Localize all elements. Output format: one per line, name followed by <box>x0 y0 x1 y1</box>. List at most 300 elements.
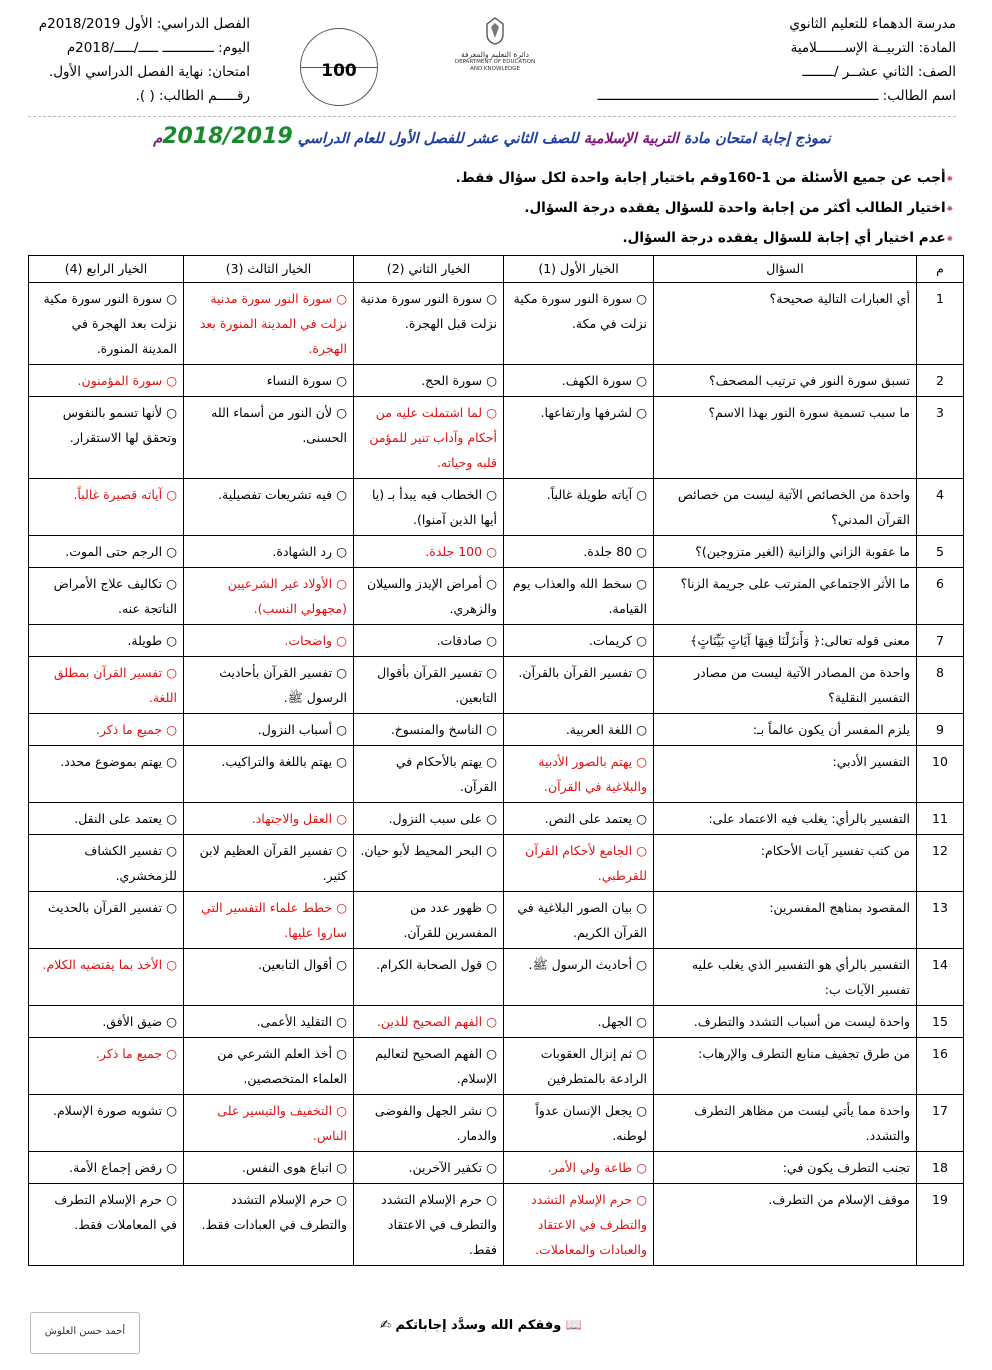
radio-circle-icon: ○ <box>486 1160 497 1175</box>
correct-answer-cell <box>354 1006 504 1038</box>
option-text: اللغة العربية. <box>565 722 633 737</box>
option-text: يهتم باللغة والتراكيب. <box>221 754 333 769</box>
radio-circle-icon: ○ <box>166 754 177 769</box>
option-cell <box>354 283 504 365</box>
option-cell <box>184 657 354 714</box>
option-cell <box>184 1006 354 1038</box>
table-row <box>29 625 964 657</box>
school-name: مدرسة الدهماء للتعليم الثانوي <box>789 16 956 32</box>
option-cell <box>504 283 654 365</box>
option-cell <box>504 892 654 949</box>
header-right-block <box>597 12 956 108</box>
radio-circle-icon: ○ <box>336 633 347 648</box>
option-text: يهتم بالأحكام في القرآن. <box>395 754 497 794</box>
correct-answer-cell <box>29 949 184 1006</box>
radio-circle-icon: ○ <box>486 1014 497 1029</box>
table-row <box>29 365 964 397</box>
option-text: خطط علماء التفسير التي ساروا عليها. <box>201 900 347 940</box>
option-cell <box>354 1095 504 1152</box>
radio-circle-icon: ○ <box>486 754 497 769</box>
radio-circle-icon: ○ <box>166 1103 177 1118</box>
option-text: أمراض الإيدز والسيلان والزهري. <box>366 576 497 616</box>
logo-arabic-text: دائرة التعليم والمعرفة <box>460 50 530 59</box>
option-cell <box>184 714 354 746</box>
table-row <box>29 657 964 714</box>
option-text: طاعة ولي الأمر. <box>547 1160 633 1175</box>
option-text: ظهور عدد من المفسرين للقرآن. <box>403 900 497 940</box>
table-row <box>29 949 964 1006</box>
radio-circle-icon: ○ <box>166 1046 177 1061</box>
question-number: 10 <box>917 746 964 803</box>
radio-circle-icon: ○ <box>336 1014 347 1029</box>
option-cell <box>504 568 654 625</box>
option-cell <box>184 949 354 1006</box>
option-cell <box>354 803 504 835</box>
option-text: يجعل الإنسان عدواً لوطنه. <box>535 1103 647 1143</box>
correct-answer-cell <box>184 892 354 949</box>
option-text: الفهم الصحيح للدين. <box>376 1014 483 1029</box>
option-cell <box>29 1184 184 1266</box>
option-cell <box>354 365 504 397</box>
radio-circle-icon: ○ <box>636 1014 647 1029</box>
title-subject: التربية الإسلامية <box>583 131 679 147</box>
radio-circle-icon: ○ <box>486 487 497 502</box>
option-cell <box>354 746 504 803</box>
question-text: ما سبب تسمية سورة النور بهذا الاسم؟ <box>654 397 917 479</box>
radio-circle-icon: ○ <box>636 576 647 591</box>
logo-english-line-2: AND KNOWLEDGE <box>470 66 520 72</box>
option-text: أقوال التابعين. <box>258 957 333 972</box>
radio-circle-icon: ○ <box>636 1103 647 1118</box>
question-text: المقصود بمناهج المفسرين: <box>654 892 917 949</box>
radio-circle-icon: ○ <box>486 1046 497 1061</box>
option-text: سورة النور سورة مكية نزلت بعد الهجرة في المدينة المنورة. <box>43 291 177 356</box>
correct-answer-cell <box>184 625 354 657</box>
option-text: حرم الإسلام التطرف في المعاملات فقط. <box>54 1192 177 1232</box>
option-text: حرم الإسلام التشدد والتطرف في العبادات فقط. <box>201 1192 347 1232</box>
option-text: رفض إجماع الأمة. <box>69 1160 163 1175</box>
radio-circle-icon: ○ <box>336 957 347 972</box>
radio-circle-icon: ○ <box>336 1192 347 1207</box>
instruction-text: عدم اختيار أي إجابة للسؤال يفقده درجة السؤال. <box>622 230 946 246</box>
question-text: من طرق تجفيف منابع التطرف والإرهاب: <box>654 1038 917 1095</box>
option-cell <box>354 892 504 949</box>
radio-circle-icon: ○ <box>336 1160 347 1175</box>
question-number: 19 <box>917 1184 964 1266</box>
question-number: 15 <box>917 1006 964 1038</box>
question-text: من كتب تفسير آيات الأحكام: <box>654 835 917 892</box>
table-row <box>29 746 964 803</box>
table-row <box>29 1152 964 1184</box>
option-text: أخذ العلم الشرعي من العلماء المتخصصين. <box>217 1046 347 1086</box>
table-row <box>29 892 964 949</box>
header-option-2: الخيار الثاني (2) <box>354 256 504 283</box>
question-text: واحدة من الخصائص الآتية ليست من خصائص القرآن المدني؟ <box>654 479 917 536</box>
option-text: الناسخ والمنسوخ. <box>390 722 483 737</box>
option-text: الرجم حتى الموت. <box>65 544 163 559</box>
correct-answer-cell <box>504 1152 654 1184</box>
radio-circle-icon: ○ <box>636 900 647 915</box>
option-text: تفسير القرآن بمطلق اللغة. <box>53 665 177 705</box>
radio-circle-icon: ○ <box>166 843 177 858</box>
question-text: ما الأثر الاجتماعي المترتب على جريمة الزنا؟ <box>654 568 917 625</box>
radio-circle-icon: ○ <box>166 722 177 737</box>
option-cell <box>29 536 184 568</box>
option-cell <box>504 479 654 536</box>
header-option-4: الخيار الرابع (4) <box>29 256 184 283</box>
bullet-icon: ⁕ <box>945 234 954 245</box>
option-text: يعتمد على النقل. <box>74 811 163 826</box>
question-number: 7 <box>917 625 964 657</box>
table-row <box>29 714 964 746</box>
radio-circle-icon: ○ <box>486 544 497 559</box>
option-text: حرم الإسلام التشدد والتطرف في الاعتقاد والعبادات والمعاملات. <box>531 1192 647 1257</box>
table-row <box>29 1184 964 1266</box>
radio-circle-icon: ○ <box>636 291 647 306</box>
radio-circle-icon: ○ <box>336 754 347 769</box>
radio-circle-icon: ○ <box>486 900 497 915</box>
option-cell <box>504 1006 654 1038</box>
option-cell <box>29 397 184 479</box>
option-text: لأن النور من أسماء الله الحسنى. <box>211 405 347 445</box>
question-number: 16 <box>917 1038 964 1095</box>
instruction-text: اختيار الطالب أكثر من إجابة واحدة للسؤال يفقده درجة السؤال. <box>524 200 946 216</box>
question-text: واحدة مما يأتي ليست من مظاهر التطرف والتشدد. <box>654 1095 917 1152</box>
radio-circle-icon: ○ <box>486 811 497 826</box>
option-cell <box>504 365 654 397</box>
radio-circle-icon: ○ <box>636 1192 647 1207</box>
radio-circle-icon: ○ <box>166 291 177 306</box>
option-text: لأنها تسمو بالنفوس وتحقق لها الاستقرار. <box>62 405 177 445</box>
option-cell <box>354 479 504 536</box>
correct-answer-cell <box>184 568 354 625</box>
question-number: 11 <box>917 803 964 835</box>
correct-answer-cell <box>354 397 504 479</box>
table-row <box>29 283 964 365</box>
option-text: قول الصحابة الكرام. <box>376 957 483 972</box>
option-cell <box>354 1152 504 1184</box>
option-cell <box>29 835 184 892</box>
option-text: يعتمد على النص. <box>544 811 633 826</box>
option-text: ضيق الأفق. <box>102 1014 163 1029</box>
radio-circle-icon: ○ <box>336 487 347 502</box>
bullet-icon: ⁕ <box>945 174 954 185</box>
option-text: الجامع لأحكام القرآن للقرطبي. <box>525 843 647 883</box>
option-text: فيه تشريعات تفصيلية. <box>218 487 333 502</box>
option-cell <box>184 365 354 397</box>
option-cell <box>29 1006 184 1038</box>
option-cell <box>354 835 504 892</box>
option-text: يهتم بموضوع محدد. <box>60 754 163 769</box>
student-name-field: اسم الطالب: ـــــــــــــــــــــــــــــــــــــــــــــــــــــــــــــــــــــــ <box>597 88 956 104</box>
title-suffix: م <box>153 131 163 147</box>
option-cell <box>504 397 654 479</box>
total-score: 100 <box>321 61 357 81</box>
option-cell <box>504 1095 654 1152</box>
option-cell <box>354 625 504 657</box>
option-text: التقليد الأعمى. <box>256 1014 333 1029</box>
option-cell <box>29 283 184 365</box>
radio-circle-icon: ○ <box>336 811 347 826</box>
radio-circle-icon: ○ <box>486 1103 497 1118</box>
day-label: اليوم: ـــــــــــــ ـــــ/ـــــ/2018م <box>66 40 250 56</box>
correct-answer-cell <box>184 1095 354 1152</box>
question-text: التفسير بالرأي: يغلب فيه الاعتماد على: <box>654 803 917 835</box>
option-text: أحاديث الرسول ﷺ. <box>528 957 633 972</box>
logo-english-line-1: DEPARTMENT OF EDUCATION <box>454 59 536 65</box>
option-cell <box>29 746 184 803</box>
radio-circle-icon: ○ <box>636 1160 647 1175</box>
title-part-3: للصف الثاني عشر للفصل الأول للعام الدراسي <box>292 131 584 147</box>
option-cell <box>29 568 184 625</box>
student-number-field: رقـــــم الطالب: ( ). <box>135 88 250 104</box>
class-label: الصف: الثاني عشــر /ــــــــ <box>802 64 956 80</box>
option-text: سورة المؤمنون. <box>77 373 163 388</box>
radio-circle-icon: ○ <box>166 405 177 420</box>
option-text: آياته قصيرة غالباً. <box>73 487 163 502</box>
option-cell <box>354 1184 504 1266</box>
correct-answer-cell <box>29 365 184 397</box>
option-text: سورة الحج. <box>421 373 483 388</box>
title-year: 2018/2019 <box>162 124 293 149</box>
radio-circle-icon: ○ <box>486 957 497 972</box>
option-text: الجهل. <box>597 1014 633 1029</box>
option-text: الأخذ بما يقتضيه الكلام. <box>42 957 163 972</box>
table-row <box>29 835 964 892</box>
option-text: جميع ما ذكر. <box>95 1046 163 1061</box>
question-number: 5 <box>917 536 964 568</box>
option-text: تفسير القرآن بالقرآن. <box>518 665 633 680</box>
bullet-icon: ⁕ <box>945 204 954 215</box>
radio-circle-icon: ○ <box>166 633 177 648</box>
question-number: 8 <box>917 657 964 714</box>
subject-label: المادة: التربيــة الإســـــــلامية <box>790 40 956 56</box>
ministry-logo <box>440 16 550 86</box>
radio-circle-icon: ○ <box>486 291 497 306</box>
radio-circle-icon: ○ <box>636 722 647 737</box>
table-row <box>29 803 964 835</box>
option-cell <box>184 536 354 568</box>
question-number: 18 <box>917 1152 964 1184</box>
radio-circle-icon: ○ <box>336 1046 347 1061</box>
semester-label: الفصل الدراسي: الأول 2018/2019م <box>38 16 250 32</box>
radio-circle-icon: ○ <box>486 373 497 388</box>
exam-header <box>28 12 956 112</box>
option-cell <box>354 568 504 625</box>
radio-circle-icon: ○ <box>336 373 347 388</box>
answer-key-table <box>28 255 964 1266</box>
radio-circle-icon: ○ <box>486 405 497 420</box>
score-circle <box>300 28 378 106</box>
option-text: البحر المحيط لأبو حيان. <box>360 843 483 858</box>
option-cell <box>29 1095 184 1152</box>
radio-circle-icon: ○ <box>636 373 647 388</box>
correct-answer-cell <box>354 536 504 568</box>
radio-circle-icon: ○ <box>336 291 347 306</box>
radio-circle-icon: ○ <box>336 900 347 915</box>
option-text: التخفيف والتيسير على الناس. <box>217 1103 347 1143</box>
radio-circle-icon: ○ <box>336 665 347 680</box>
instruction-3 <box>623 230 954 246</box>
option-text: سورة الكهف. <box>561 373 633 388</box>
header-option-3: الخيار الثالث (3) <box>184 256 354 283</box>
radio-circle-icon: ○ <box>166 811 177 826</box>
radio-circle-icon: ○ <box>636 544 647 559</box>
option-text: 100 جلدة. <box>425 544 483 559</box>
option-cell <box>504 625 654 657</box>
radio-circle-icon: ○ <box>166 957 177 972</box>
question-text: يلزم المفسر أن يكون عالماً بـ: <box>654 714 917 746</box>
option-cell <box>504 1038 654 1095</box>
correct-answer-cell <box>184 803 354 835</box>
option-text: لما اشتملت عليه من أحكام وآداب تنير للمؤمن قلبه وحياته. <box>369 405 497 470</box>
exam-label: امتحان: نهاية الفصل الدراسي الأول. <box>48 64 250 80</box>
option-cell <box>184 479 354 536</box>
correct-answer-cell <box>184 283 354 365</box>
option-text: سورة النور سورة مدنية نزلت قبل الهجرة. <box>360 291 497 331</box>
option-text: صادقات. <box>436 633 483 648</box>
option-text: الخطاب فيه يبدأ بـ (يا أيها الذين آمنوا). <box>371 487 497 527</box>
option-cell <box>184 397 354 479</box>
option-text: واضحات. <box>284 633 333 648</box>
option-text: تفسير القرآن بأقوال التابعين. <box>377 665 497 705</box>
option-cell <box>184 1152 354 1184</box>
header-number: م <box>917 256 964 283</box>
option-cell <box>354 949 504 1006</box>
table-body <box>29 283 964 1266</box>
radio-circle-icon: ○ <box>166 1160 177 1175</box>
correct-answer-cell <box>29 657 184 714</box>
option-text: سخط الله والعذاب يوم القيامة. <box>512 576 647 616</box>
option-text: تفسير القرآن بأحاديث الرسول ﷺ. <box>219 665 347 705</box>
correct-answer-cell <box>504 835 654 892</box>
option-text: جميع ما ذكر. <box>95 722 163 737</box>
table-row <box>29 1095 964 1152</box>
option-text: آياته طويلة غالباً. <box>546 487 633 502</box>
radio-circle-icon: ○ <box>636 957 647 972</box>
option-text: تفسير القرآن بالحديث <box>47 900 163 915</box>
question-number: 12 <box>917 835 964 892</box>
option-text: بيان الصور البلاغية في القرآن الكريم. <box>517 900 647 940</box>
option-cell <box>184 835 354 892</box>
question-number: 4 <box>917 479 964 536</box>
question-number: 6 <box>917 568 964 625</box>
radio-circle-icon: ○ <box>336 1103 347 1118</box>
option-text: لشرفها وارتفاعها. <box>540 405 633 420</box>
radio-circle-icon: ○ <box>636 405 647 420</box>
radio-circle-icon: ○ <box>336 843 347 858</box>
emblem-icon <box>483 16 507 46</box>
table-row <box>29 1006 964 1038</box>
closing-wish: 📖 وفقكم الله وسدَّد إجاباتكم ✍ <box>380 1318 583 1333</box>
question-number: 13 <box>917 892 964 949</box>
option-text: تشويه صورة الإسلام. <box>52 1103 163 1118</box>
radio-circle-icon: ○ <box>636 1046 647 1061</box>
table-row <box>29 397 964 479</box>
question-text: معنى قوله تعالى:﴿ وَأَنزَلْنَا فِيهَا آيَاتٍ بَيِّنَاتٍ﴾ <box>654 625 917 657</box>
option-text: تفسير القرآن العظيم لابن كثير. <box>199 843 347 883</box>
page-title <box>28 124 956 149</box>
option-text: سورة النور سورة مدنية نزلت في المدينة المنورة بعد الهجرة. <box>199 291 347 356</box>
question-text: تسبق سورة النور في ترتيب المصحف؟ <box>654 365 917 397</box>
option-text: رد الشهادة. <box>272 544 333 559</box>
instruction-text: أجب عن جميع الأسئلة من 1-160وقم باختيار إجابة واحدة لكل سؤال فقط. <box>455 170 946 186</box>
option-cell <box>184 746 354 803</box>
correct-answer-cell <box>29 1038 184 1095</box>
option-text: الأولاد غير الشرعيين (مجهولي النسب). <box>227 576 347 616</box>
radio-circle-icon: ○ <box>486 1192 497 1207</box>
instruction-1 <box>456 170 954 186</box>
option-text: أسباب النزول. <box>257 722 333 737</box>
question-number: 3 <box>917 397 964 479</box>
radio-circle-icon: ○ <box>486 722 497 737</box>
instruction-2 <box>524 200 954 216</box>
radio-circle-icon: ○ <box>336 405 347 420</box>
question-number: 2 <box>917 365 964 397</box>
option-cell <box>354 657 504 714</box>
table-row <box>29 568 964 625</box>
header-divider <box>28 116 956 117</box>
radio-circle-icon: ○ <box>636 811 647 826</box>
option-cell <box>504 803 654 835</box>
radio-circle-icon: ○ <box>486 576 497 591</box>
radio-circle-icon: ○ <box>166 487 177 502</box>
option-text: كريمات. <box>588 633 633 648</box>
radio-circle-icon: ○ <box>336 576 347 591</box>
option-cell <box>29 625 184 657</box>
question-text: تجنب التطرف يكون في: <box>654 1152 917 1184</box>
table-row <box>29 479 964 536</box>
question-text: التفسير بالرأي هو التفسير الذي يغلب عليه تفسير الآيات ب: <box>654 949 917 1006</box>
radio-circle-icon: ○ <box>636 843 647 858</box>
header-option-1: الخيار الأول (1) <box>504 256 654 283</box>
option-text: ثم إنزال العقوبات الرادعة بالمتطرفين <box>540 1046 647 1086</box>
radio-circle-icon: ○ <box>166 900 177 915</box>
option-text: سورة النساء <box>266 373 333 388</box>
option-cell <box>29 892 184 949</box>
question-number: 9 <box>917 714 964 746</box>
radio-circle-icon: ○ <box>636 754 647 769</box>
option-text: 80 جلدة. <box>583 544 633 559</box>
correct-answer-cell <box>504 1184 654 1266</box>
option-cell <box>504 657 654 714</box>
question-number: 17 <box>917 1095 964 1152</box>
option-text: الفهم الصحيح لتعاليم الإسلام. <box>375 1046 497 1086</box>
radio-circle-icon: ○ <box>636 487 647 502</box>
option-text: العقل والاجتهاد. <box>251 811 333 826</box>
radio-circle-icon: ○ <box>486 633 497 648</box>
question-number: 1 <box>917 283 964 365</box>
option-text: نشر الجهل والفوضى والدمار. <box>374 1103 497 1143</box>
radio-circle-icon: ○ <box>166 1014 177 1029</box>
option-cell <box>354 714 504 746</box>
radio-circle-icon: ○ <box>336 544 347 559</box>
option-cell <box>504 714 654 746</box>
option-cell <box>184 1038 354 1095</box>
radio-circle-icon: ○ <box>166 544 177 559</box>
option-text: اتباع هوى النفس. <box>242 1160 333 1175</box>
correct-answer-cell <box>504 746 654 803</box>
radio-circle-icon: ○ <box>636 665 647 680</box>
option-text: تكفير الآخرين. <box>408 1160 483 1175</box>
header-question: السؤال <box>654 256 917 283</box>
option-text: طويلة. <box>127 633 163 648</box>
radio-circle-icon: ○ <box>166 576 177 591</box>
radio-circle-icon: ○ <box>636 633 647 648</box>
option-cell <box>354 1038 504 1095</box>
option-cell <box>29 1152 184 1184</box>
option-text: حرم الإسلام التشدد والتطرف في الاعتقاد فقط. <box>381 1192 497 1257</box>
